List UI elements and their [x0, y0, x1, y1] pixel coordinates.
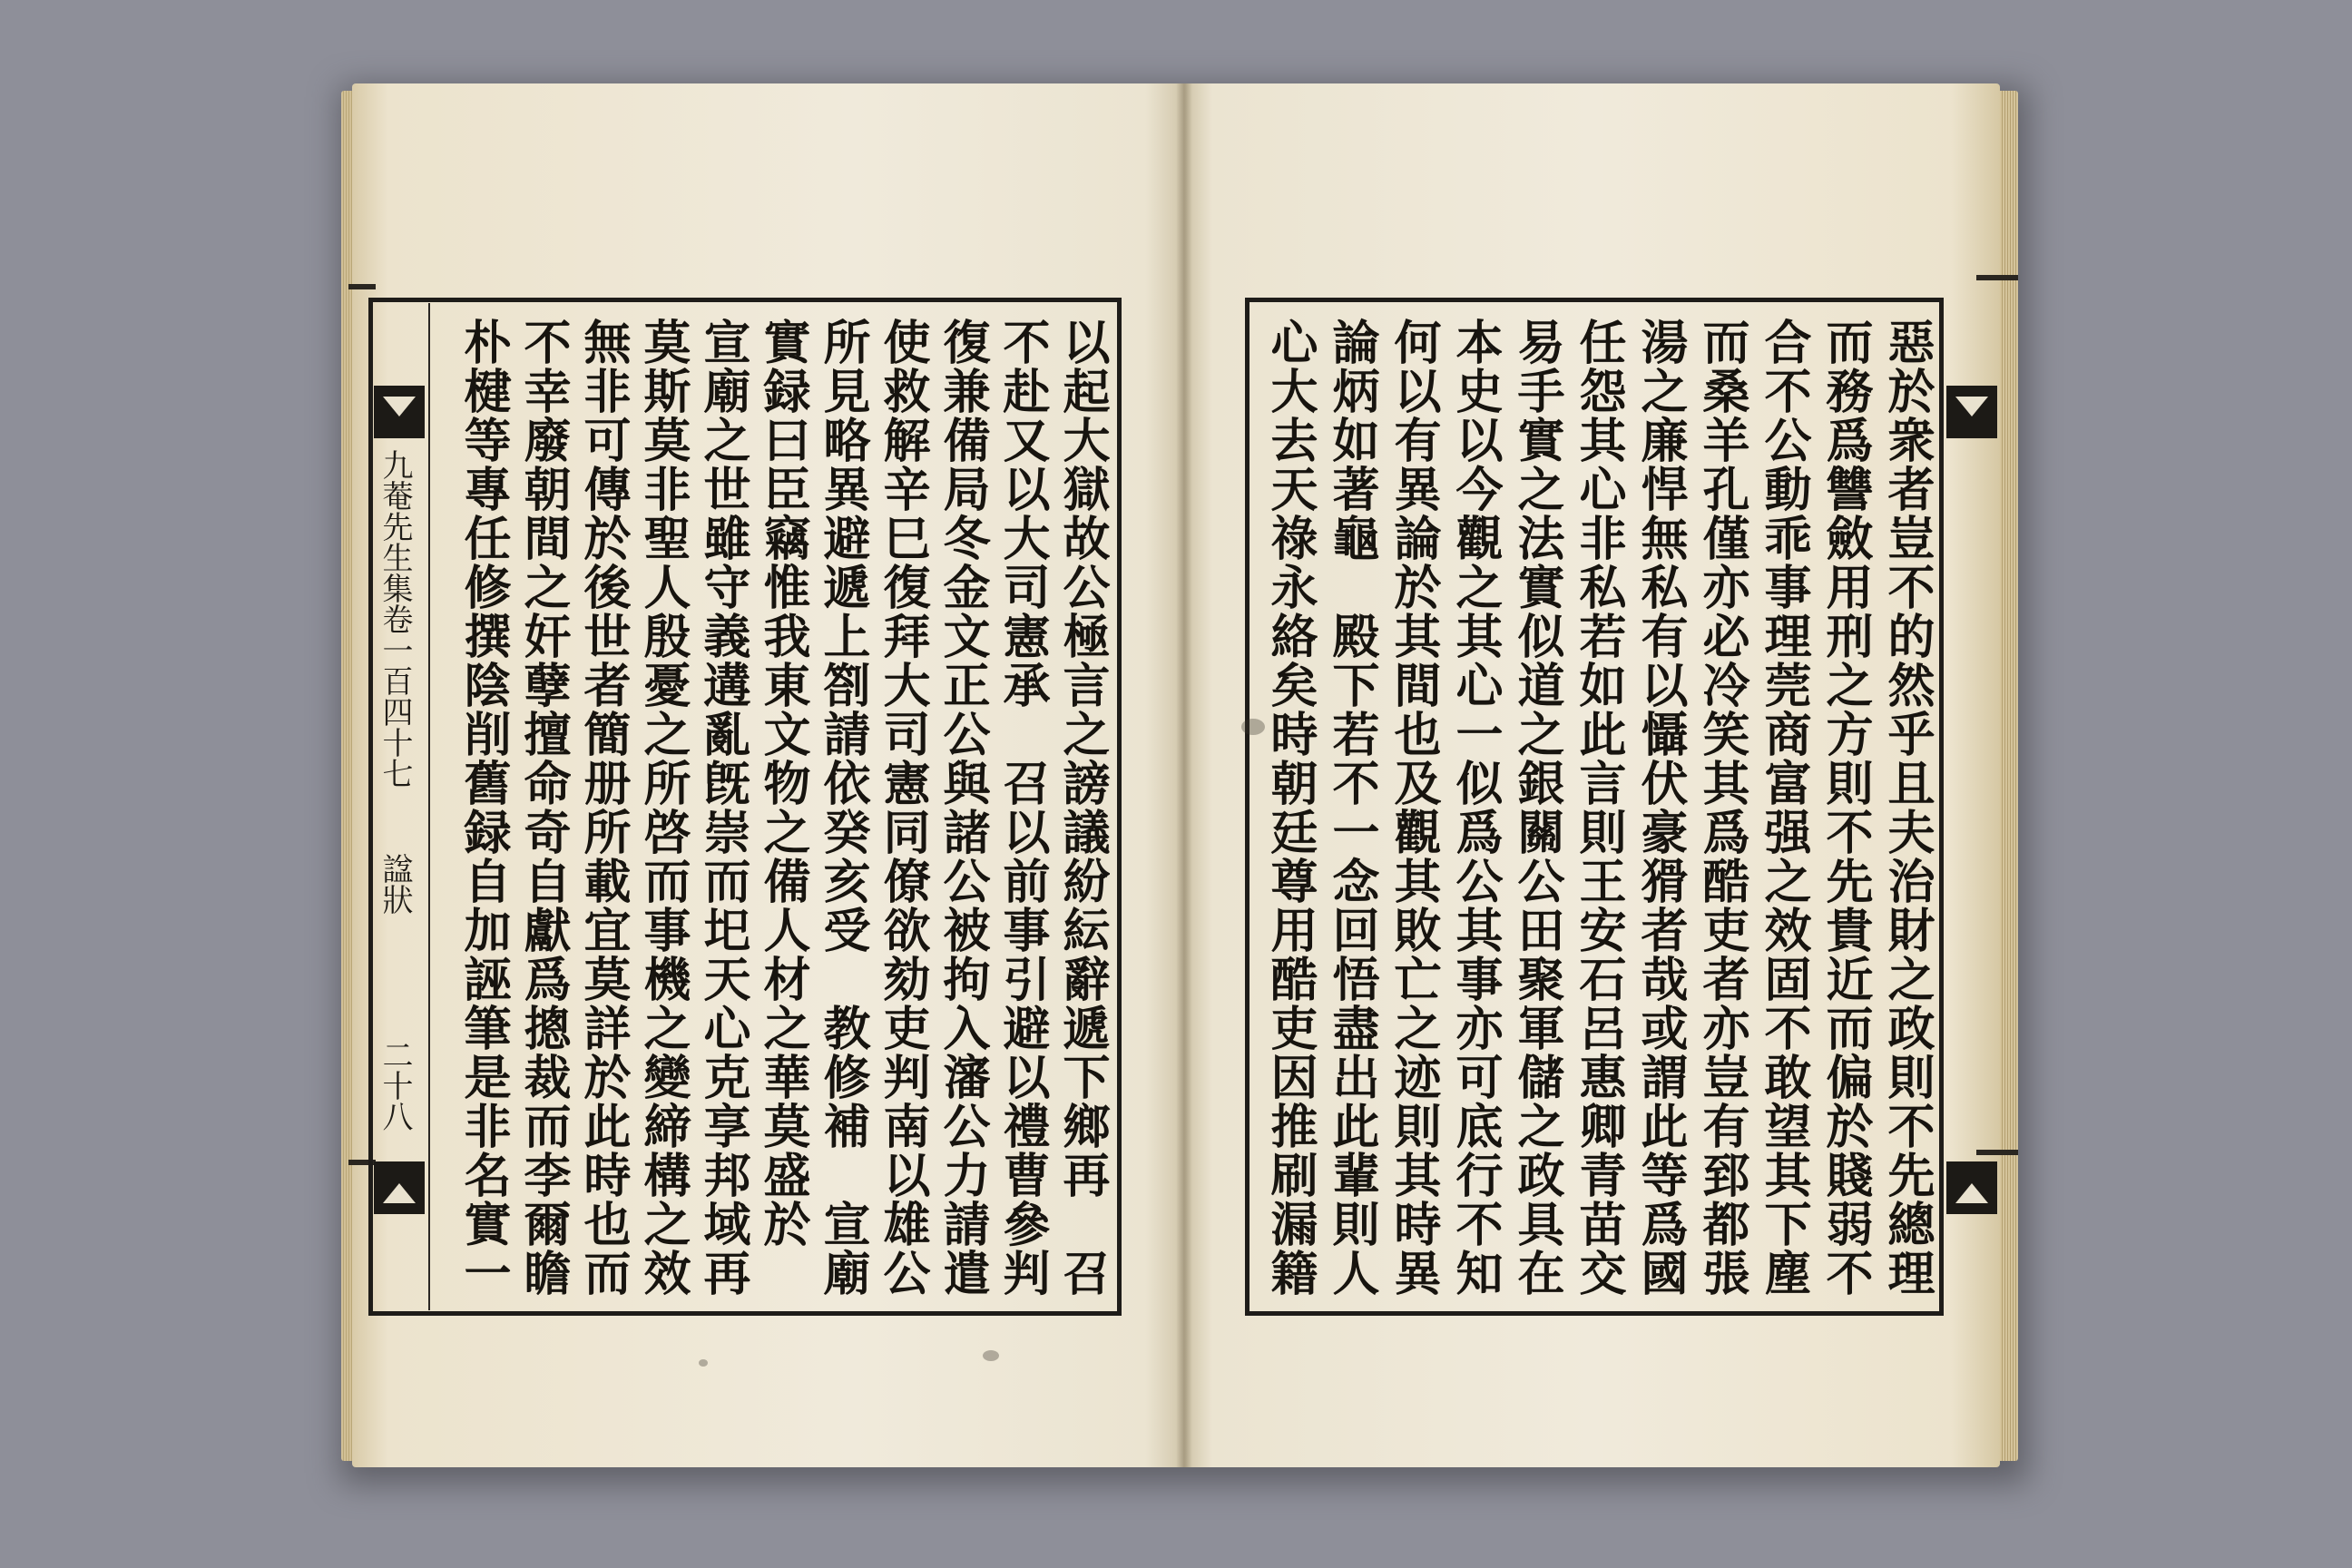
text-column: 所見略異避遞上劄請依癸亥受 教修補 宣廟	[815, 318, 870, 1298]
text-column: 任怨其心非私若如此言則王安石呂惠卿青苗交	[1571, 318, 1626, 1298]
text-column: 惡於衆者豈不的然乎且夫治財之政則不先總理	[1879, 318, 1935, 1298]
text-column: 湯之廉悍無私有以懾伏豪猾者哉或謂此等爲國	[1632, 318, 1688, 1298]
fish-tail-mark-icon	[374, 386, 425, 438]
text-column: 易手實之法實似道之銀關公田聚軍儲之政具在	[1509, 318, 1564, 1298]
fish-tail-mark-icon	[1946, 386, 1997, 438]
text-column: 復兼備局冬金文正公與諸公被拘入瀋公力請遣	[935, 318, 990, 1298]
book-title-margin: 九菴先生集卷一百四十七	[377, 449, 413, 789]
section-title-margin: 諡狀	[377, 853, 413, 915]
binding-thread	[1976, 1150, 2018, 1155]
binding-thread	[1976, 275, 2018, 280]
book-gutter	[1176, 83, 1192, 1467]
ink-blot	[1241, 719, 1265, 735]
text-column: 宣廟之世雖守義遘亂旣崇而圯天心克享邦域再	[695, 318, 750, 1298]
text-column: 心大去天祿永絡矣時朝廷尊用酷吏因推刷漏籍	[1262, 318, 1318, 1298]
text-column: 實録曰臣竊惟我東文物之備人材之華莫盛於	[755, 318, 810, 1249]
binding-thread	[348, 284, 376, 289]
text-column: 不幸廢朝間之奸孽擅命奇自獻爲摠裁而李爾瞻	[515, 318, 571, 1298]
text-column: 論炳如著龜 殿下若不一念回悟盡出此輩則人	[1324, 318, 1379, 1298]
text-column: 使救解辛巳復拜大司憲同僚欲劾吏判南以雄公	[875, 318, 930, 1298]
text-column: 合不公動乖事理莞商富强之效固不敢望其下塵	[1756, 318, 1811, 1298]
left-margin-rule	[428, 303, 430, 1310]
text-column: 何以有異論於其間也及觀其敗亡之迹則其時異	[1386, 318, 1441, 1298]
ink-blot	[699, 1359, 708, 1367]
text-column: 而桑羊孔僅亦必冷笑其爲酷吏者亦豈有郅都張	[1694, 318, 1749, 1298]
text-column: 以起大獄故公極言之謗議紛紜辭遞下鄉再 召	[1054, 318, 1110, 1298]
text-column: 無非可傳於後世者簡册所載宜莫詳於此時也而	[575, 318, 631, 1298]
ink-blot	[983, 1350, 999, 1361]
text-column: 本史以今觀之其心一似爲公其事亦可底行不知	[1447, 318, 1503, 1298]
text-column: 不赴又以大司憲承 召以前事引避以禮曹參判	[995, 318, 1050, 1298]
fish-tail-mark-icon	[374, 1161, 425, 1214]
text-column: 莫斯莫非聖人殷憂之所啓而事機之變締構之效	[635, 318, 691, 1298]
text-column: 朴楗等專任修撰陰削舊録自加誣筆是非名實一	[456, 318, 511, 1298]
page-number: 二十八	[377, 1039, 413, 1132]
fish-tail-mark-icon	[1946, 1161, 1997, 1214]
text-column: 而務爲讐斂用刑之方則不先貴近而偏於賤弱不	[1818, 318, 1873, 1298]
